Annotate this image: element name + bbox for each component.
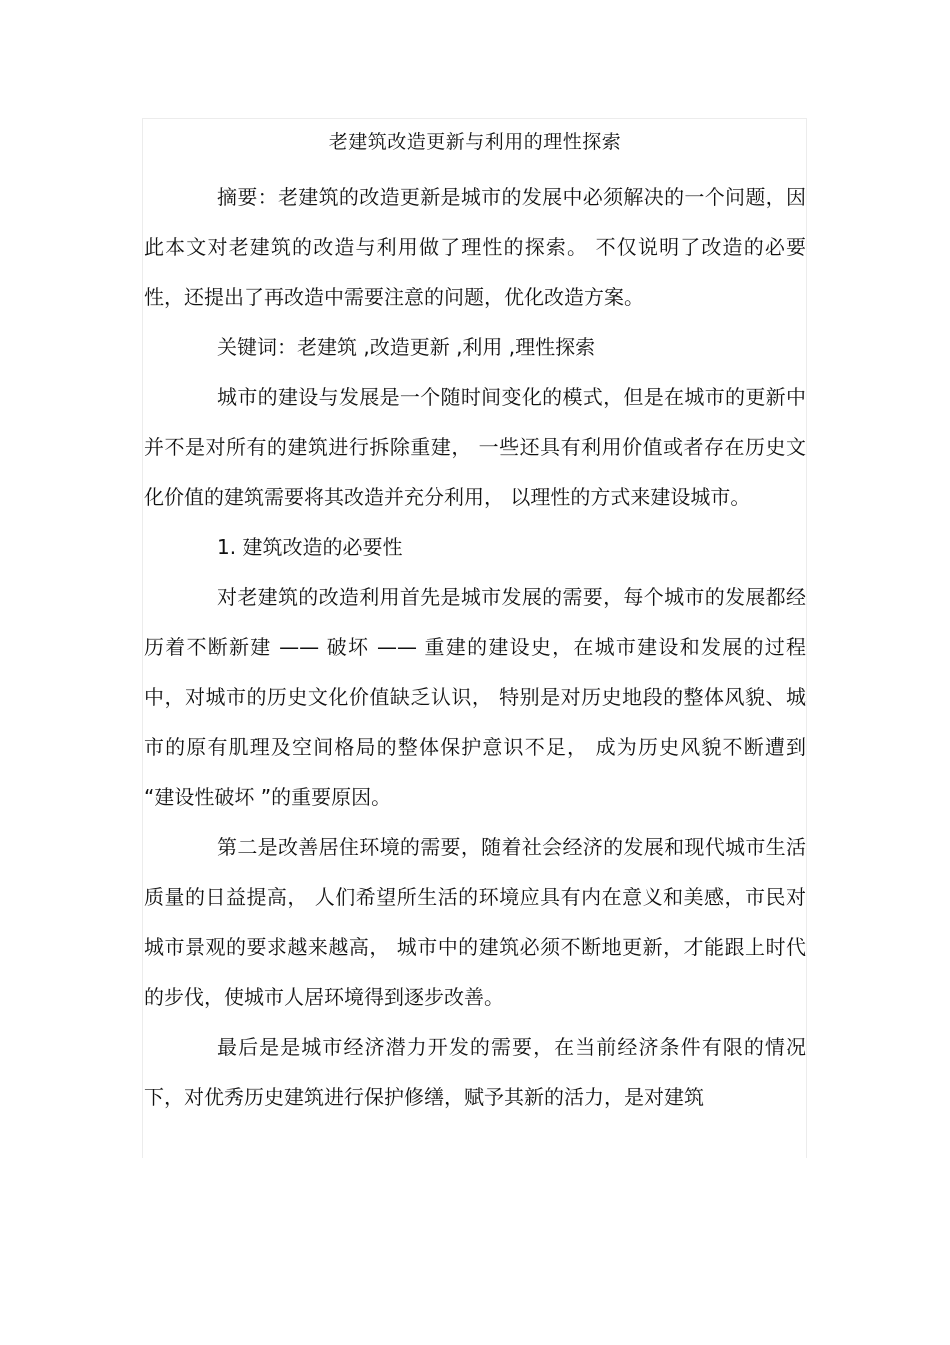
intro-paragraph: 城市的建设与发展是一个随时间变化的模式，但是在城市的更新中并不是对所有的建筑进行拆除重建， 一些还具有利用价值或者存在历史文化价值的建筑需要将其改造并充分利用， 以理性的方式来建设城市。 (144, 385, 806, 509)
document-body (144, 122, 806, 1122)
section1-paragraph-2: 第二是改善居住环境的需要，随着社会经济的发展和现代城市生活质量的日益提高， 人们希望所生活的环境应具有内在意义和美感，市民对城市景观的要求越来越高， 城市中的建筑必须不断地更新，才能跟上时代的步伐，使城市人居环境得到逐步改善。 (144, 835, 806, 1009)
keywords-paragraph: 关键词：老建筑 ,改造更新 ,利用 ,理性探索 (217, 335, 596, 359)
section-heading-necessity: 1. 建筑改造的必要性 (217, 535, 403, 559)
document-title: 老建筑改造更新与利用的理性探索 (328, 131, 622, 153)
section1-paragraph-3: 最后是是城市经济潜力开发的需要，在当前经济条件有限的情况下，对优秀历史建筑进行保护修缮，赋予其新的活力，是对建筑 (144, 1035, 806, 1109)
section1-paragraph-1: 对老建筑的改造利用首先是城市发展的需要，每个城市的发展都经历着不断新建 —— 破坏 —— 重建的建设史，在城市建设和发展的过程中，对城市的历史文化价值缺乏认识， 特别是对历史地段的整体风貌、城市的原有肌理及空间格局的整体保护意识不足， 成为历史风貌不断遭到 “建设性破坏 ”的重要原因。 (144, 585, 806, 809)
abstract-paragraph: 摘要：老建筑的改造更新是城市的发展中必须解决的一个问题，因此本文对老建筑的改造与利用做了理性的探索。 不仅说明了改造的必要性，还提出了再改造中需要注意的问题，优化改造方案。 (144, 185, 806, 309)
